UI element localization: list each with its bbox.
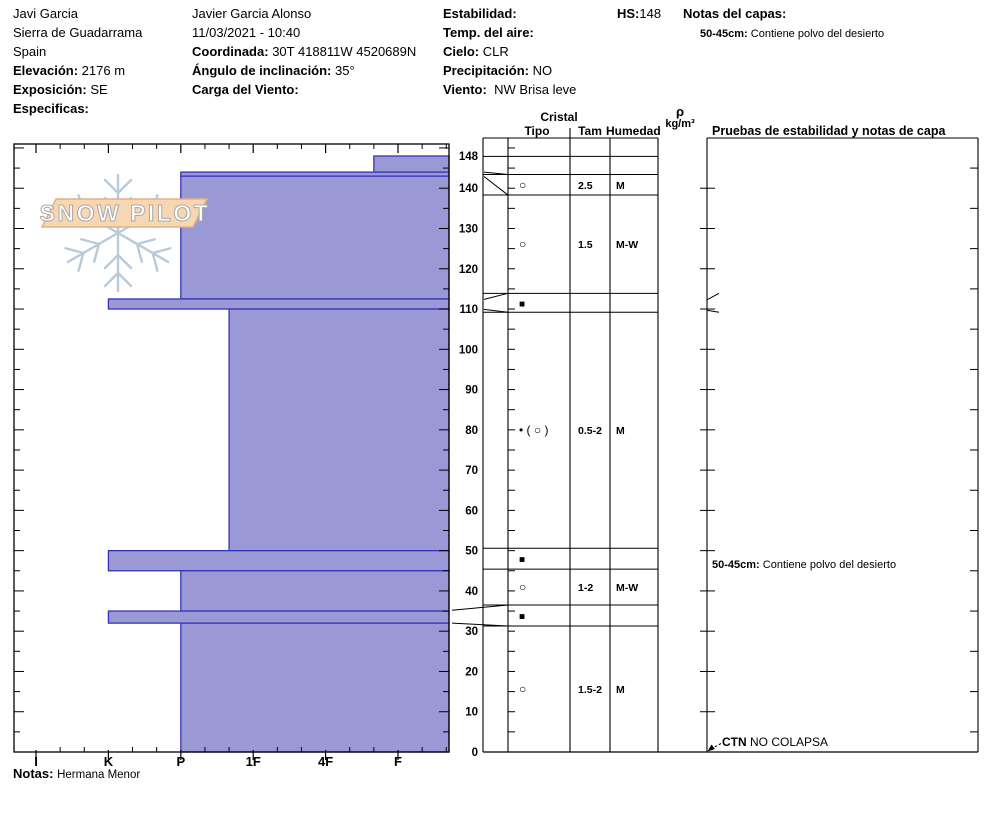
header-left-block <box>13 4 142 118</box>
header-middle-block <box>192 4 416 99</box>
svg-text:1.5-2: 1.5-2 <box>578 683 602 696</box>
column-header-tipo: Tipo <box>524 124 550 138</box>
pit-notes-line: Notas: Hermana Menor <box>13 766 141 781</box>
stability-test-arrow <box>708 744 722 752</box>
observer-name: Javier Garcia Alonso <box>192 6 312 21</box>
svg-text:○: ○ <box>519 681 527 696</box>
air-temp-line: Temp. del aire: <box>443 25 534 40</box>
stability-test-result: CTN NO COLAPSA <box>722 735 829 749</box>
svg-text:K: K <box>103 754 114 769</box>
svg-text:50: 50 <box>465 545 478 558</box>
svg-text:○: ○ <box>519 237 527 252</box>
svg-text:60: 60 <box>465 505 478 518</box>
svg-text:M: M <box>616 683 625 696</box>
svg-text:20: 20 <box>465 666 478 679</box>
svg-text:1.5: 1.5 <box>578 239 593 252</box>
svg-text:F: F <box>394 754 402 769</box>
axis-ticks <box>14 144 449 760</box>
observation-datetime: 11/03/2021 - 10:40 <box>192 25 301 40</box>
svg-text:■: ■ <box>519 298 526 310</box>
layer-note-annotation: 50-45cm: Contiene polvo del desierto <box>712 559 897 571</box>
stability-line: Estabilidad: <box>443 6 517 21</box>
svg-text:110: 110 <box>459 304 478 317</box>
svg-text:○: ○ <box>519 177 527 192</box>
svg-text:1-2: 1-2 <box>578 582 594 595</box>
svg-text:1F: 1F <box>245 754 261 769</box>
logo-text: SNOW PILOT <box>39 200 211 226</box>
depth-axis-labels <box>459 151 479 759</box>
layer-notes-title: Notas del capas: <box>683 6 787 21</box>
aspect-line: Exposición: SE <box>13 82 108 97</box>
svg-text:M: M <box>616 425 625 438</box>
svg-text:○: ○ <box>519 580 527 595</box>
svg-text:2.5: 2.5 <box>578 179 593 192</box>
snow-height-line: HS:148 <box>617 6 662 21</box>
column-header-density-units: kg/m³ <box>665 118 695 130</box>
svg-text:■: ■ <box>519 611 526 623</box>
svg-text:M: M <box>616 179 625 192</box>
svg-text:80: 80 <box>465 424 478 437</box>
wind-loading-line: Carga del Viento: <box>192 82 299 97</box>
wind-line: Viento: NW Brisa leve <box>443 82 577 97</box>
elevation-line: Elevación: 2176 m <box>13 63 126 78</box>
column-header-density-symbol: ρ <box>675 104 685 119</box>
svg-text:P: P <box>176 754 186 769</box>
svg-text:0.5-2: 0.5-2 <box>578 425 602 438</box>
column-header-tam: Tam <box>578 124 602 138</box>
svg-text:130: 130 <box>458 223 478 236</box>
svg-text:4F: 4F <box>318 754 334 769</box>
mountain-range: Sierra de Guadarrama <box>13 25 143 40</box>
svg-text:148: 148 <box>458 151 478 163</box>
country: Spain <box>13 44 47 59</box>
precip-line: Precipitación: NO <box>443 63 553 78</box>
coordinates-line: Coordinada: 30T 418811W 4520689N <box>192 44 417 59</box>
chart-frame <box>14 144 449 752</box>
svg-text:0: 0 <box>471 747 478 759</box>
column-header-pruebas: Pruebas de estabilidad y notas de capa <box>712 124 946 138</box>
svg-text:140: 140 <box>458 183 478 196</box>
svg-text:40: 40 <box>465 585 478 598</box>
header-right-block <box>443 4 576 99</box>
pit-name: Javi Garcia <box>13 6 79 21</box>
svg-text:M-W: M-W <box>616 239 639 252</box>
svg-text:90: 90 <box>465 384 478 397</box>
layer-note-header: 50-45cm: Contiene polvo del desierto <box>700 28 885 40</box>
svg-text:I: I <box>34 754 38 769</box>
svg-text:100: 100 <box>458 344 478 357</box>
svg-text:• ( ○ ): • ( ○ ) <box>519 423 549 438</box>
specifics-line: Especificas: <box>13 101 89 116</box>
svg-text:10: 10 <box>465 706 478 719</box>
crystal-table-lines <box>483 128 978 752</box>
svg-text:70: 70 <box>465 465 478 478</box>
slope-angle-line: Ángulo de inclinación: 35° <box>192 63 355 78</box>
column-header-humedad: Humedad <box>606 124 661 138</box>
sky-line: Cielo: CLR <box>443 44 509 59</box>
svg-text:30: 30 <box>465 626 478 639</box>
column-header-cristal: Cristal <box>540 110 578 124</box>
svg-text:■: ■ <box>519 554 526 566</box>
svg-text:120: 120 <box>458 263 478 276</box>
crystal-row-values <box>519 178 638 696</box>
svg-text:M-W: M-W <box>616 582 639 595</box>
